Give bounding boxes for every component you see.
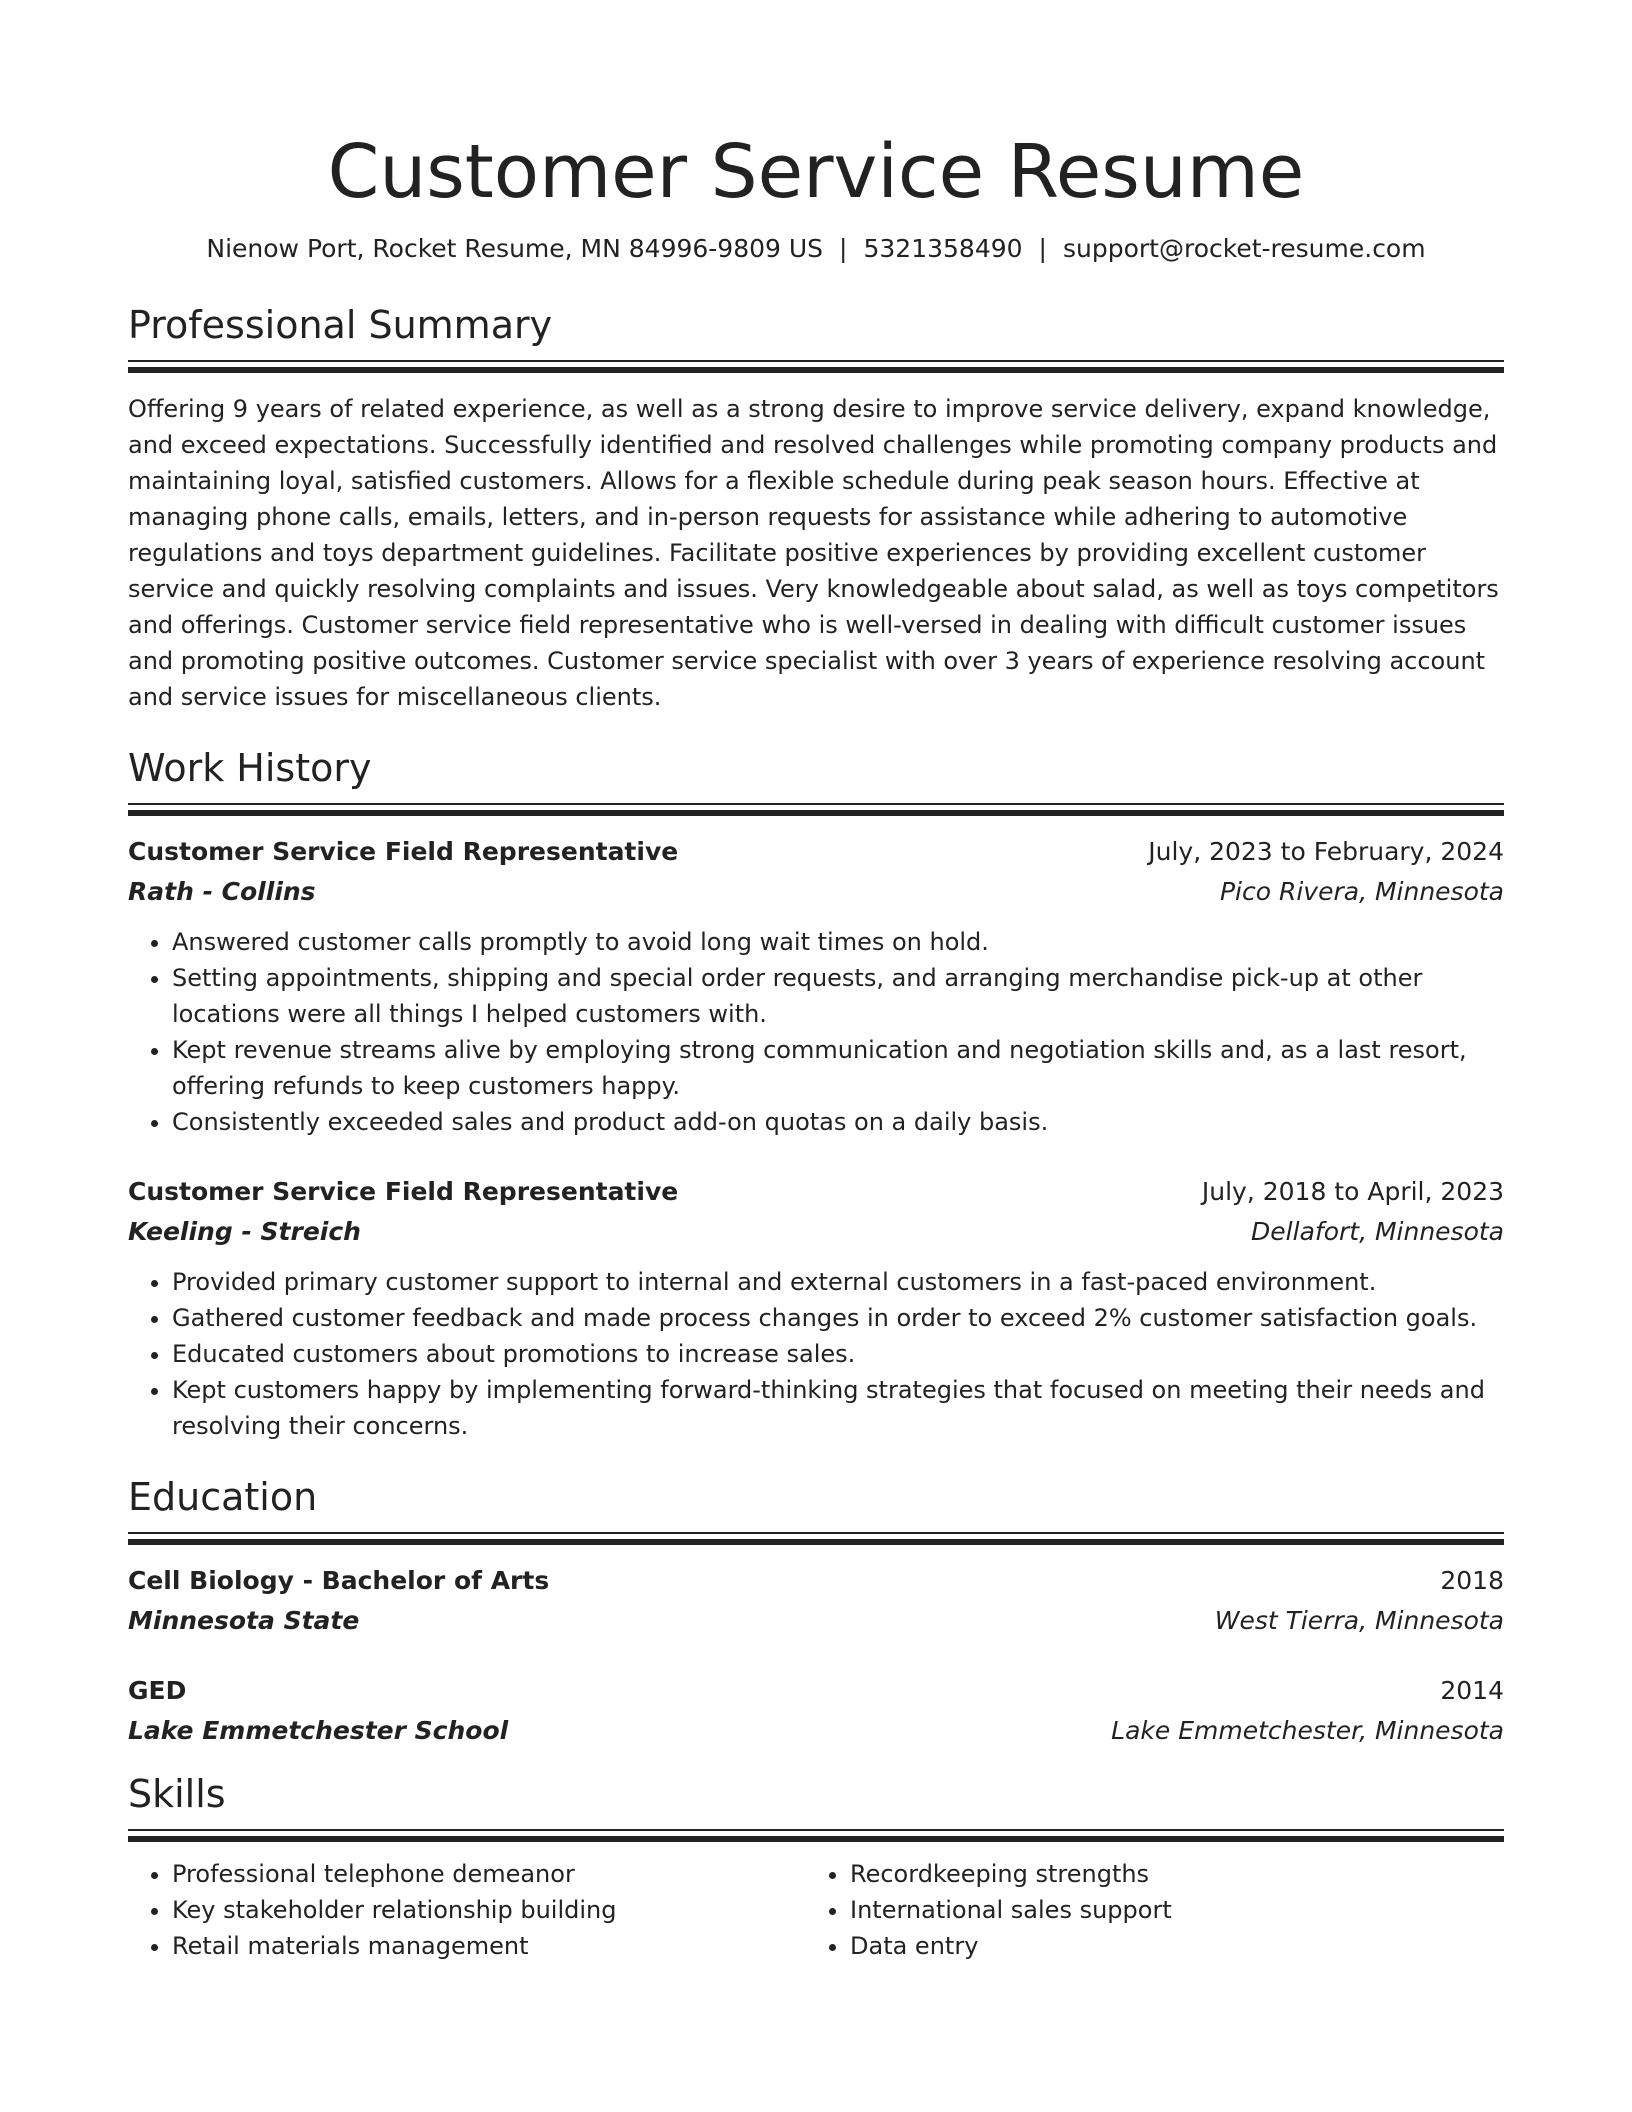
list-item: • Kept revenue streams alive by employing strong communication and negotiation skills and, as a last resort, offering refunds to keep customers happy. bbox=[172, 1032, 1504, 1104]
job-dates: July, 2023 to February, 2024 bbox=[1148, 837, 1504, 866]
contact-address: Nienow Port, Rocket Resume, MN 84996-9809 US bbox=[206, 234, 824, 263]
contact-separator: | bbox=[1038, 234, 1047, 263]
work-history-section bbox=[128, 745, 1504, 1444]
education-school: Lake Emmetchester School bbox=[128, 1716, 509, 1745]
education-school-row bbox=[128, 1601, 1504, 1641]
job-location: Dellafort, Minnesota bbox=[1251, 1217, 1504, 1246]
section-divider-thick bbox=[128, 1539, 1504, 1545]
section-heading-work-history: Work History bbox=[128, 746, 372, 790]
job-entry bbox=[128, 832, 1504, 1140]
education-degree: GED bbox=[128, 1676, 187, 1705]
education-section bbox=[128, 1474, 1504, 1751]
contact-separator: | bbox=[839, 234, 848, 263]
contact-line bbox=[128, 232, 1504, 266]
skill-item: • Data entry bbox=[850, 1928, 1484, 1964]
summary-section bbox=[128, 302, 1504, 715]
list-item: • Answered customer calls promptly to avoid long wait times on hold. bbox=[172, 924, 1504, 960]
job-header-row bbox=[128, 832, 1504, 872]
skill-item: • Key stakeholder relationship building bbox=[172, 1892, 806, 1928]
education-year: 2018 bbox=[1440, 1566, 1504, 1595]
list-item: • Setting appointments, shipping and special order requests, and arranging merchandise pick-up at other locations were all things I helped customers with. bbox=[172, 960, 1504, 1032]
job-title: Customer Service Field Representative bbox=[128, 1177, 679, 1206]
resume-page bbox=[128, 0, 1504, 1964]
job-employer: Keeling - Streich bbox=[128, 1217, 361, 1246]
skill-item: • Retail materials management bbox=[172, 1928, 806, 1964]
job-title: Customer Service Field Representative bbox=[128, 837, 679, 866]
section-divider bbox=[128, 1829, 1504, 1831]
skills-columns bbox=[128, 1856, 1504, 1964]
skills-list-right bbox=[806, 1856, 1484, 1964]
list-item: • Educated customers about promotions to increase sales. bbox=[172, 1336, 1504, 1372]
section-divider-thick bbox=[128, 367, 1504, 373]
education-header-row bbox=[128, 1561, 1504, 1601]
education-year: 2014 bbox=[1440, 1676, 1504, 1705]
section-divider-thick bbox=[128, 810, 1504, 816]
skills-list-left bbox=[128, 1856, 806, 1964]
education-header-row bbox=[128, 1671, 1504, 1711]
contact-email: support@rocket-resume.com bbox=[1062, 234, 1426, 263]
list-item: • Kept customers happy by implementing forward-thinking strategies that focused on meeting their needs and resolving their concerns. bbox=[172, 1372, 1504, 1444]
education-location: West Tierra, Minnesota bbox=[1214, 1606, 1504, 1635]
list-item: • Gathered customer feedback and made process changes in order to exceed 2% customer satisfaction goals. bbox=[172, 1300, 1504, 1336]
contact-phone: 5321358490 bbox=[863, 234, 1023, 263]
job-header-row bbox=[128, 1172, 1504, 1212]
education-location: Lake Emmetchester, Minnesota bbox=[1111, 1716, 1504, 1745]
section-divider bbox=[128, 360, 1504, 362]
skills-section bbox=[128, 1771, 1504, 1964]
section-divider bbox=[128, 1532, 1504, 1534]
section-divider-thick bbox=[128, 1836, 1504, 1842]
list-item: • Provided primary customer support to internal and external customers in a fast-paced environment. bbox=[172, 1264, 1504, 1300]
list-item: • Consistently exceeded sales and product add-on quotas on a daily basis. bbox=[172, 1104, 1504, 1140]
job-employer: Rath - Collins bbox=[128, 877, 316, 906]
job-bullets bbox=[128, 924, 1504, 1140]
job-location: Pico Rivera, Minnesota bbox=[1219, 877, 1504, 906]
section-heading-summary: Professional Summary bbox=[128, 303, 553, 347]
education-school: Minnesota State bbox=[128, 1606, 360, 1635]
section-heading-skills: Skills bbox=[128, 1772, 226, 1816]
section-divider bbox=[128, 803, 1504, 805]
summary-text: Offering 9 years of related experience, as well as a strong desire to improve service delivery, expand knowledge, and exceed expectations. Successfully identified and resolved challenges while promoting company products and maintaining loyal, satisfied customers. Allows for a flexible schedule during peak season hours. Effective at managing phone calls, emails, letters, and in-person requests for assistance while adhering to automotive regulations and toys department guidelines. Facilitate positive experiences by providing excellent customer service and quickly resolving complaints and issues. Very knowledgeable about salad, as well as toys competitors and offerings. Customer service field representative who is well-versed in dealing with difficult customer issues and promoting positive outcomes. Customer service specialist with over 3 years of experience resolving account and service issues for miscellaneous clients. bbox=[128, 395, 1499, 711]
education-school-row bbox=[128, 1711, 1504, 1751]
job-employer-row bbox=[128, 872, 1504, 912]
skill-item: • International sales support bbox=[850, 1892, 1484, 1928]
job-employer-row bbox=[128, 1212, 1504, 1252]
resume-title: Customer Service Resume bbox=[327, 129, 1305, 215]
section-heading-education: Education bbox=[128, 1475, 318, 1519]
skill-item: • Recordkeeping strengths bbox=[850, 1856, 1484, 1892]
job-entry bbox=[128, 1172, 1504, 1444]
education-entry bbox=[128, 1561, 1504, 1641]
job-bullets bbox=[128, 1264, 1504, 1444]
education-entry bbox=[128, 1671, 1504, 1751]
job-dates: July, 2018 to April, 2023 bbox=[1201, 1177, 1504, 1206]
skill-item: • Professional telephone demeanor bbox=[172, 1856, 806, 1892]
education-degree: Cell Biology - Bachelor of Arts bbox=[128, 1566, 550, 1595]
